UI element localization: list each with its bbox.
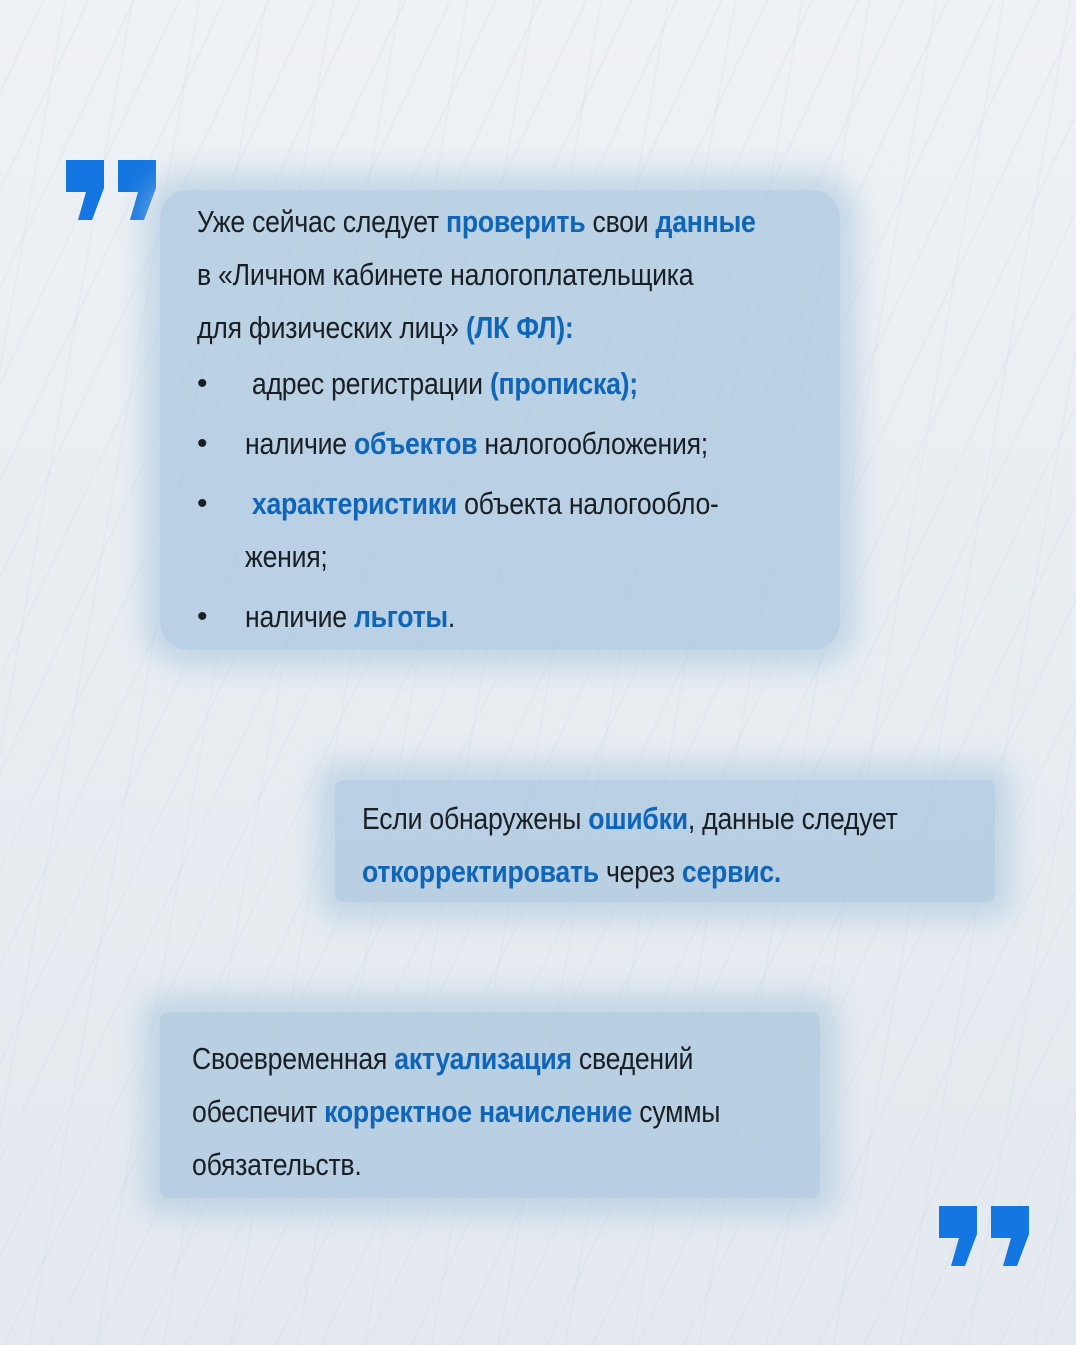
highlight-correct: откорректировать [362,854,599,889]
highlight-correct-accrual: корректное начисление [324,1094,633,1129]
bullet-icon: • [197,600,208,633]
text-segment: жения; [245,539,328,574]
text-segment: наличие [245,599,354,634]
card1-line2 [197,248,693,301]
bullet-icon: • [197,487,208,520]
card1-line3 [197,301,573,354]
highlight-lk-fl: (ЛК ФЛ): [466,310,574,345]
card3-line2 [192,1085,720,1138]
highlight-propiska: (прописка); [489,366,638,401]
text-segment: . [447,599,456,634]
text-segment: наличие [245,426,354,461]
closing-quote-icon [935,1200,1035,1272]
highlight-characteristics: характеристики [251,486,457,521]
bullet-icon: • [197,427,208,460]
text-segment: сведений [571,1041,694,1076]
text-segment: через [598,854,682,889]
highlight-errors: ошибки [588,801,688,836]
opening-quote-icon [62,150,162,230]
list-item [197,417,796,470]
highlight-benefits: льготы [353,599,448,634]
highlight-service: сервис. [681,854,782,889]
text-segment: в «Личном кабинете налогоплательщика [197,257,694,292]
text-segment: Если обнаружены [362,801,589,836]
card1-line1 [197,195,756,248]
text-segment: обеспечит [192,1094,325,1129]
text-segment: адрес регистрации [251,366,490,401]
checklist [197,357,796,643]
card3-line3 [192,1138,361,1191]
list-item [197,477,796,583]
text-segment: Уже сейчас следует [197,204,446,239]
highlight-check: проверить [445,204,586,239]
text-segment: суммы [632,1094,721,1129]
list-item [197,590,796,643]
text-segment: обязательств. [192,1147,362,1182]
text-segment: налогообложения; [477,426,708,461]
text-segment: , данные следует [687,801,898,836]
card2-line2 [362,845,781,898]
highlight-objects: объектов [353,426,478,461]
text-segment: объекта налогообло- [456,486,719,521]
text-segment: свои [585,204,656,239]
text-segment: Своевременная [192,1041,395,1076]
bullet-icon: • [197,367,208,400]
list-item [197,357,796,410]
card2-line1 [362,792,898,845]
card3-line1 [192,1032,693,1085]
highlight-actualization: актуализация [394,1041,572,1076]
text-segment: для физических лиц» [197,310,467,345]
highlight-data: данные [655,204,756,239]
